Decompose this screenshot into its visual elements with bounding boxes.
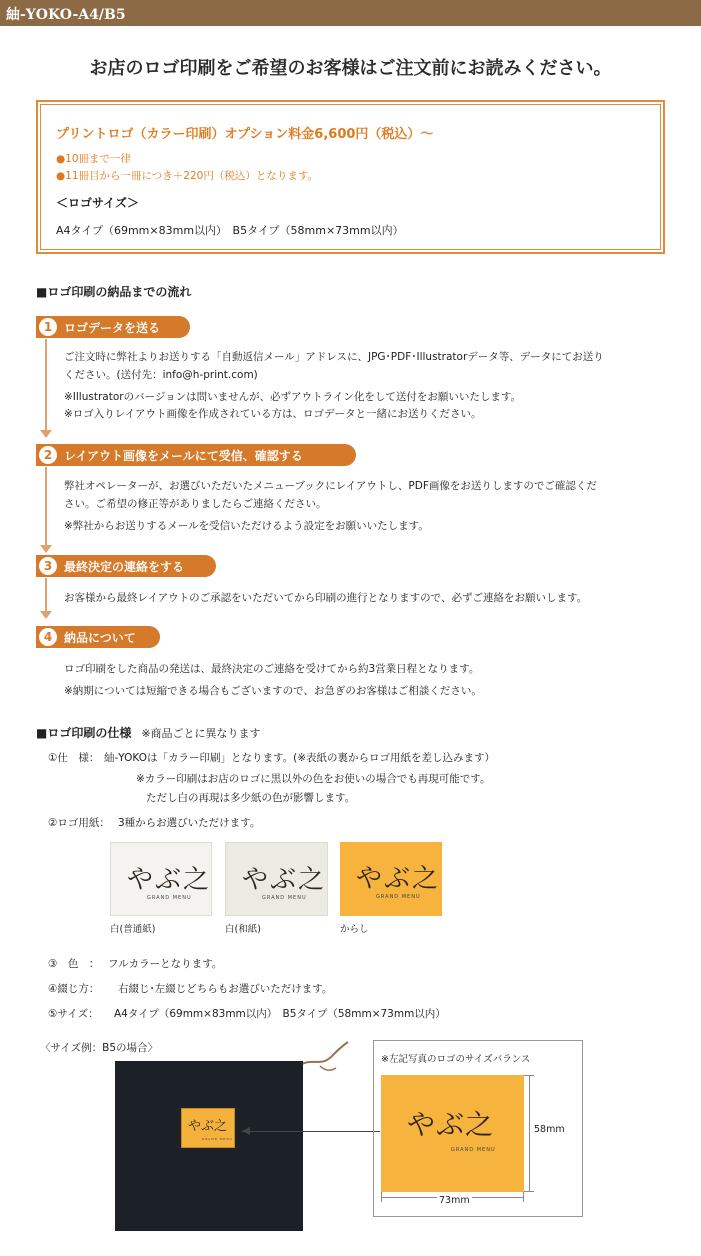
step-1-header <box>36 316 190 338</box>
step-arrow-icon <box>40 430 52 438</box>
size-example-label: 〈サイズ例：B5の場合〉 <box>40 1042 159 1054</box>
step-text: ※弊社からお送りするメールを受信いただけるよう設定をお願いいたします。 <box>64 520 429 532</box>
spec-heading <box>36 724 261 741</box>
logo-mark: やぶ之 <box>407 1108 495 1141</box>
step-number: 1 <box>39 318 57 336</box>
step-connector <box>45 467 47 547</box>
logo-size-heading: ＜ロゴサイズ＞ <box>56 196 140 210</box>
step-text: 弊社オペレーターが、お選びいただいたメニューブックにレイアウトし、PDF画像をお送りしますのでご確認くだ <box>64 480 597 492</box>
menu-book-logo-label <box>181 1108 235 1148</box>
step-label: 最終決定の連絡をする <box>64 560 185 574</box>
logo-subtitle: GRAND MENU <box>262 895 307 901</box>
spec-item-1-text: 紬-YOKOは「カラー印刷」となります。(※表紙の裏からロゴ用紙を差し込みます） <box>104 752 496 764</box>
logo-mark: やぶ之 <box>127 865 212 895</box>
logo-mark: やぶ之 <box>188 1119 228 1134</box>
pointer-line <box>242 1131 380 1132</box>
step-label: ロゴデータを送る <box>64 321 161 335</box>
logo-subtitle: GRAND MENU <box>376 894 421 900</box>
spec-item-1-label: ①仕 様： <box>48 752 100 764</box>
step-text: ※Illustratorのバージョンは問いませんが、必ずアウトライン化をして送付をお願いいたします。 <box>64 391 522 403</box>
paper-swatch-mustard <box>340 842 442 916</box>
paper-swatch-white-washi <box>225 842 328 916</box>
step-number: 4 <box>39 628 57 646</box>
spec-heading-note: ※商品ごとに異なります <box>141 727 261 740</box>
height-dimension-label: 58mm <box>534 1124 565 1135</box>
step-2-header <box>36 444 356 466</box>
spec-item-2-text: 3種からお選びいただけます。 <box>118 817 261 829</box>
width-dimension-tick <box>523 1192 524 1202</box>
width-dimension-label: 73mm <box>439 1195 470 1206</box>
logo-mark: やぶ之 <box>242 865 327 895</box>
step-4-header <box>36 626 160 648</box>
height-dimension-tick <box>524 1191 534 1192</box>
step-label: 納品について <box>64 631 136 645</box>
step-text: ご注文時に弊社よりお送りする「自動返信メール」アドレスに、JPG･PDF･Illustratorデータ等、データにてお送り <box>64 351 604 363</box>
header-title: 紬-YOKO-A4/B5 <box>6 7 126 23</box>
ribbon-string-icon <box>300 1040 350 1080</box>
spec-item-5-text: A4タイプ（69mm×83mm以内） B5タイプ（58mm×73mm以内） <box>114 1008 446 1020</box>
step-label: レイアウト画像をメールにて受信、確認する <box>64 449 303 463</box>
logo-subtitle: GRAND MENU <box>451 1147 496 1153</box>
spec-item-1-note: ※カラー印刷はお店のロゴに黒以外の色をお使いの場合でも再現可能です。 <box>136 773 491 785</box>
step-arrow-icon <box>40 545 52 553</box>
spec-item-3-text: フルカラーとなります。 <box>108 958 223 970</box>
paper-caption: 白(普通紙) <box>110 924 156 935</box>
height-dimension-line <box>529 1075 530 1192</box>
step-text: ください。(送付先：info@h-print.com) <box>64 369 258 381</box>
logo-subtitle: GRAND MENU <box>147 895 192 901</box>
arrow-left-icon <box>242 1127 250 1135</box>
spec-item-5-label: ⑤サイズ： <box>48 1008 99 1020</box>
width-dimension-tick <box>381 1192 382 1202</box>
logo-subtitle: GRAND MENU <box>202 1137 233 1141</box>
paper-swatch-white-plain <box>110 842 212 916</box>
spec-item-4-text: 右綴じ･左綴じどちらもお選びいただけます。 <box>118 983 333 995</box>
step-text: ロゴ印刷をした商品の発送は、最終決定のご連絡を受けてから約3営業日程となります。 <box>64 663 480 675</box>
spec-item-4-label: ④綴じ方： <box>48 983 100 995</box>
step-connector <box>45 578 47 612</box>
step-text: ※ロゴ入りレイアウト画像を作成されている方は、ロゴデータと一緒にお送りください。 <box>64 408 482 420</box>
step-arrow-icon <box>40 611 52 619</box>
step-number: 3 <box>39 557 57 575</box>
step-text: お客様から最終レイアウトのご承認をいただいてから印刷の進行となりますので、必ずご連絡をお願いします。 <box>64 592 588 604</box>
spec-heading-title: ■ロゴ印刷の仕様 <box>36 726 132 740</box>
option-fee-title: プリントロゴ（カラー印刷）オプション料金6,600円（税込）〜 <box>56 127 434 142</box>
flow-heading: ■ロゴ印刷の納品までの流れ <box>36 285 192 299</box>
step-text: さい。ご希望の修正等がありましたらご連絡ください。 <box>64 498 327 510</box>
option-bullet: ●11冊目から一冊につき＋220円（税込）となります。 <box>56 170 319 182</box>
spec-item-1-note: ただし白の再現は多少紙の色が影響します。 <box>146 792 356 804</box>
step-3-header <box>36 555 216 577</box>
step-number: 2 <box>39 446 57 464</box>
logo-size-value: A4タイプ（69mm×83mm以内） B5タイプ（58mm×73mm以内） <box>56 224 404 237</box>
spec-item-2-label: ②ロゴ用紙： <box>48 817 110 829</box>
paper-caption: 白(和紙) <box>225 924 261 935</box>
step-text: ※納期については短縮できる場合もございますので、お急ぎのお客様はご相談ください。 <box>64 685 482 697</box>
logo-mark: やぶ之 <box>356 864 441 894</box>
page-headline: お店のロゴ印刷をご希望のお客様はご注文前にお読みください。 <box>89 58 612 79</box>
detail-logo-label <box>381 1075 524 1192</box>
spec-item-3-label: ③ 色 ： <box>48 958 100 970</box>
step-connector <box>45 339 47 431</box>
paper-caption: からし <box>340 924 369 935</box>
option-bullet: ●10冊まで一律 <box>56 153 132 165</box>
detail-caption: ※左記写真のロゴのサイズバランス <box>381 1054 531 1065</box>
height-dimension-tick <box>524 1075 534 1076</box>
